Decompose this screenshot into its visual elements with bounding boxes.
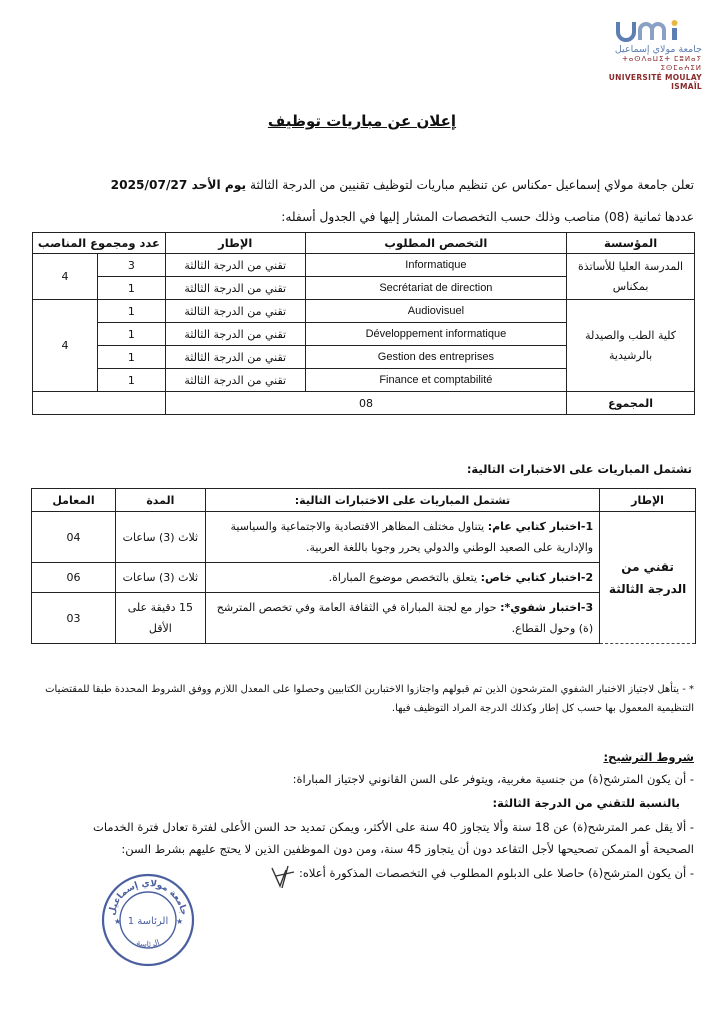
- intro-line-2: عددها ثمانية (08) مناصب وذلك حسب التخصصات المشار إليها في الجدول أسفله:: [281, 210, 694, 224]
- exam-duration: ثلاث (3) ساعات: [115, 512, 205, 563]
- exam-description: [205, 593, 599, 644]
- logo-tifinagh-name: ⵜⴰⵙⴷⴰⵡⵉⵜ ⵎⵓⵍⴰⵢ ⵉⵙⵎⴰⵄⵉⵍ: [622, 55, 702, 72]
- count-cell: 1: [97, 369, 165, 392]
- umi-logo-icon: [614, 18, 702, 42]
- exam-description: [205, 563, 599, 593]
- specialty-cell: Gestion des entreprises: [305, 346, 567, 369]
- intro-text: تعلن جامعة مولاي إسماعيل -مكناس عن تنظيم مباريات لتوظيف تقنيين من الدرجة الثالثة: [246, 178, 694, 192]
- stamp-outer-text: جامعة مولاي إسماعيل: [107, 878, 189, 917]
- logo-mark-text: umi: [684, 40, 686, 41]
- col-exams: تشتمل المباريات على الاختبارات التالية:: [205, 489, 599, 512]
- exam-text: يتناول مختلف المظاهر الاقتصادية والاجتماعية والسياسية والإدارية على الصعيد الوطني والدولي يحرر وجوبا باللغة العربية.: [230, 520, 594, 554]
- umi-logo-mark: [582, 18, 702, 42]
- frame-cell: تقني من الدرجة الثالثة: [165, 346, 305, 369]
- stamp-inner-text: الرئاسة 1: [127, 916, 169, 927]
- total-label: المجموع: [567, 392, 695, 415]
- table-row: [33, 254, 695, 277]
- frame-cell: تقني من الدرجة الثالثة: [165, 300, 305, 323]
- condition-age: - ألا يقل عمر المترشح(ة) عن 18 سنة وألا يتجاوز 40 سنة على الأكثر، ويمكن تمديد حد السن الأعلى لفترة تعادل فترة الخدمات: [93, 820, 694, 834]
- signature-icon: [268, 862, 298, 890]
- intro-date: يوم الأحد 2025/07/27: [110, 178, 247, 192]
- exam-duration: 15 دقيقة على الأقل: [115, 593, 205, 644]
- frame-cell: تقني من الدرجة الثالثة: [165, 369, 305, 392]
- total-empty-cell: [33, 392, 166, 415]
- logo-french-name: UNIVERSITÉ MOULAY ISMAÏL: [608, 73, 702, 91]
- exams-heading: تشتمل المباريات على الاختبارات التالية:: [466, 462, 692, 476]
- exam-label: 1-اختبار كتابي عام:: [487, 520, 594, 533]
- footnote: * - يتأهل لاجتياز الاختبار الشفوي المترشحون الذين تم قبولهم واجتازوا الاختبارين الكتابيين وحصلوا على المعدل اللازم ووفق الشروط المحددة طبقا للمقتضيات التنظيمية المعمول بها حسب كل إطار وكذلك الدرجة المراد التوظيف فيها.: [45, 684, 694, 714]
- col-frame: الإطار: [600, 489, 696, 512]
- count-cell: 1: [97, 277, 165, 300]
- exam-label: 3-اختبار شفوي*:: [500, 601, 594, 614]
- intro-line-1: [29, 176, 694, 194]
- specialty-cell: Secrétariat de direction: [305, 277, 567, 300]
- total-row: [33, 392, 695, 415]
- university-logo: [582, 18, 702, 91]
- condition-diploma: - أن يكون المترشح(ة) حاصلا على الدبلوم المطلوب في التخصصات المذكورة أعلاه:: [299, 866, 694, 880]
- specialty-cell: Développement informatique: [305, 323, 567, 346]
- table-row: [32, 563, 696, 593]
- frame-cell: تقني من الدرجة الثالثة: [165, 277, 305, 300]
- conditions-subheading: بالنسبة للتقني من الدرجة الثالثة:: [492, 796, 680, 810]
- group-total-cell: 4: [33, 300, 98, 392]
- col-specialty: التخصص المطلوب: [305, 233, 567, 254]
- col-count: عدد ومجموع المناصب: [33, 233, 166, 254]
- table-row: [32, 593, 696, 644]
- count-cell: 1: [97, 323, 165, 346]
- count-cell: 1: [97, 300, 165, 323]
- condition-nationality: - أن يكون المترشح(ة) من جنسية مغربية، ويتوفر على السن القانوني لاجتياز المباراة:: [292, 772, 694, 786]
- stamp-star-icon: ★: [114, 917, 122, 926]
- specialty-cell: Informatique: [305, 254, 567, 277]
- frame-cell: تقني من الدرجة الثالثة: [165, 323, 305, 346]
- exams-table: [31, 488, 696, 644]
- exams-header-row: [32, 489, 696, 512]
- conditions-heading: شروط الترشيح:: [603, 750, 694, 764]
- stamp-bottom-text: الرئاسة: [135, 937, 161, 949]
- col-institution: المؤسسة: [567, 233, 695, 254]
- specialty-cell: Audiovisuel: [305, 300, 567, 323]
- exam-coef: 04: [32, 512, 116, 563]
- institution-cell: كلية الطب والصيدلة بالرشيدية: [567, 300, 695, 392]
- col-coef: المعامل: [32, 489, 116, 512]
- official-stamp: [100, 872, 196, 968]
- exam-coef: 03: [32, 593, 116, 644]
- count-cell: 1: [97, 346, 165, 369]
- col-duration: المدة: [115, 489, 205, 512]
- exam-frame-cell: تقني من الدرجة الثالثة: [600, 512, 696, 644]
- exam-label: 2-اختبار كتابي خاص:: [480, 571, 594, 584]
- total-value: 08: [165, 392, 566, 415]
- col-frame: الإطار: [165, 233, 305, 254]
- frame-cell: تقني من الدرجة الثالثة: [165, 254, 305, 277]
- condition-age-cont: الصحيحة أو الممكن تصحيحها لأجل التقاعد دون أن يتجاوز 45 سنة، ومن دون الموظفين الذين لا يحتج عليهم بشرط السن:: [121, 842, 694, 856]
- exam-coef: 06: [32, 563, 116, 593]
- count-cell: 3: [97, 254, 165, 277]
- positions-header-row: [33, 233, 695, 254]
- specialty-cell: Finance et comptabilité: [305, 369, 567, 392]
- page-title: إعلان عن مباريات توظيف: [267, 112, 457, 130]
- logo-arabic-name: جامعة مولاي إسماعيل: [614, 44, 702, 55]
- group-total-cell: 4: [33, 254, 98, 300]
- exam-text: حوار مع لجنة المباراة في الثقافة العامة وفي تخصص المترشح (ة) وحول القطاع.: [216, 601, 594, 635]
- institution-cell: المدرسة العليا للأساتذة بمكناس: [567, 254, 695, 300]
- table-row: [32, 512, 696, 563]
- exam-text: يتعلق بالتخصص موضوع المباراة.: [328, 571, 481, 584]
- stamp-star-icon: ★: [176, 917, 184, 926]
- exam-description: [205, 512, 599, 563]
- exam-duration: ثلاث (3) ساعات: [115, 563, 205, 593]
- positions-table: [32, 232, 695, 415]
- table-row: [33, 300, 695, 323]
